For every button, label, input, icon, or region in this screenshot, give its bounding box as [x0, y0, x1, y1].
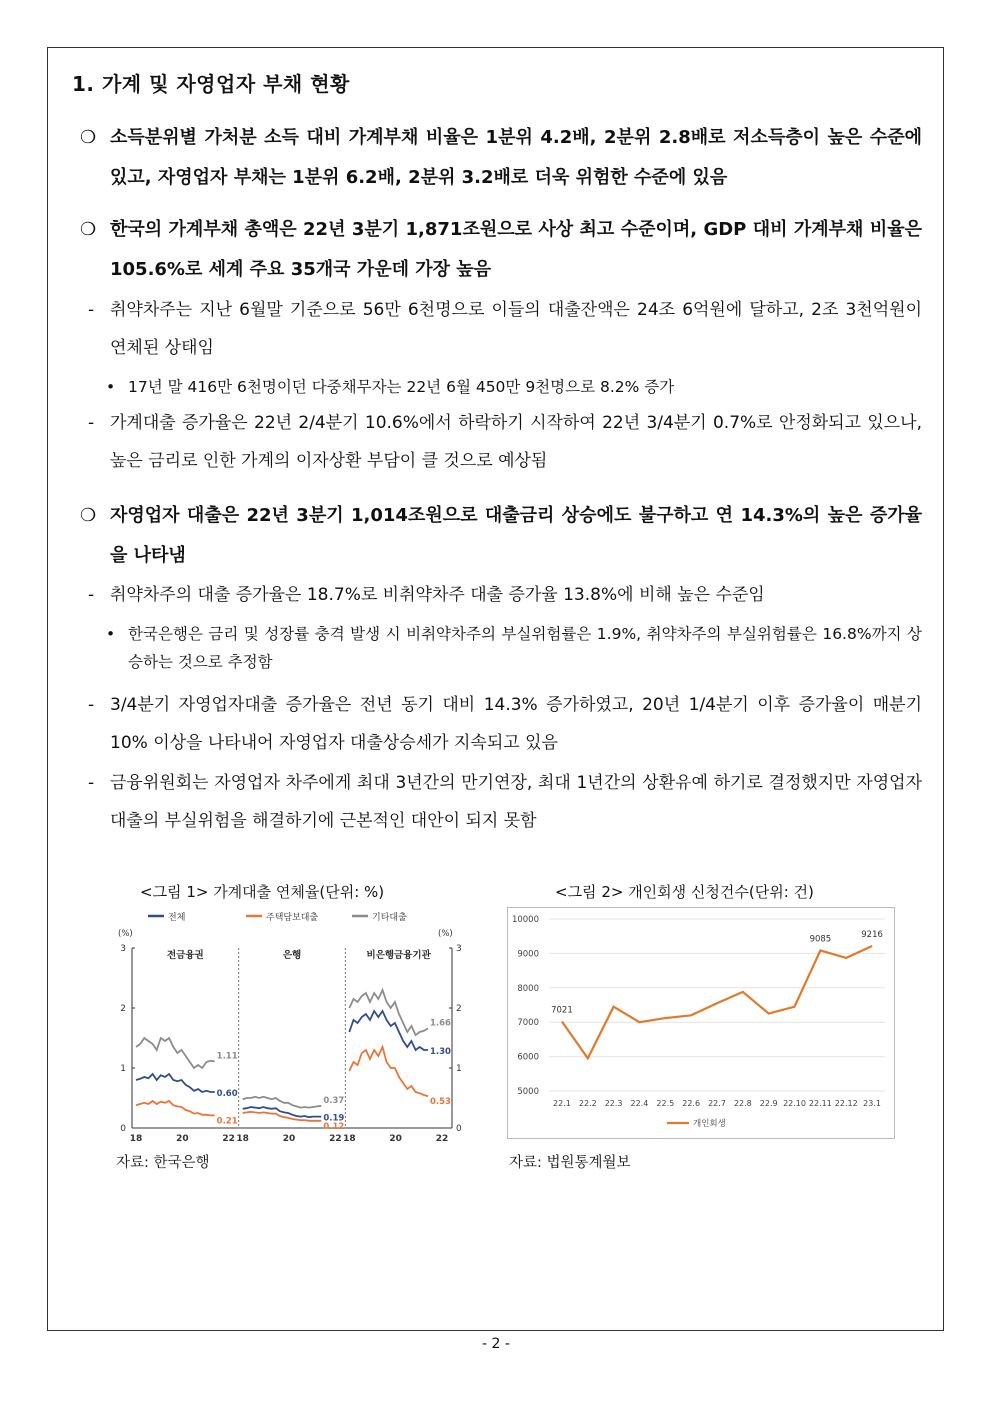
x-tick-label: 22 [222, 1134, 235, 1144]
y-tick-label-left: 2 [120, 1004, 126, 1014]
x-tick-label: 22.10 [783, 1099, 806, 1108]
legend-label: 기타대출 [372, 913, 407, 923]
x-tick-label: 22 [329, 1134, 342, 1144]
dash-marker: - [88, 695, 95, 715]
sub-point-2-1 [88, 291, 922, 367]
y-tick-label: 7000 [517, 1018, 539, 1029]
x-tick-label: 22.2 [578, 1099, 597, 1108]
y-tick-label-left: 3 [120, 944, 126, 954]
circle-marker: ❍ [80, 127, 97, 148]
y-tick-label-right: 0 [456, 1124, 462, 1134]
sub-point-3-2 [88, 686, 922, 762]
sub-point-3-1-text: 취약차주의 대출 증가율은 18.7%로 비취약차주 대출 증가율 13.8%에 비해 높은 수준임 [110, 585, 765, 605]
x-tick-label: 22.3 [604, 1099, 623, 1108]
x-tick-label: 20 [176, 1134, 189, 1144]
sub-point-3-1 [88, 576, 922, 614]
end-label: 0.37 [323, 1095, 345, 1106]
sub-point-2-2 [88, 404, 922, 480]
end-label: 1.30 [430, 1047, 451, 1057]
figure-2-chart [507, 907, 895, 1139]
x-tick-label: 22.6 [682, 1099, 701, 1108]
detail-3-1-1-text: 한국은행은 금리 및 성장률 충격 발생 시 비취약차주의 부실위험률은 1.9%, 취약차주의 부실위험률은 16.8%까지 상승하는 것으로 추정함 [128, 625, 922, 671]
series-line [136, 1074, 215, 1092]
main-point-3-text: 자영업자 대출은 22년 3분기 1,014조원으로 대출금리 상승에도 불구하고 연 14.3%의 높은 증가율을 나타냄 [110, 505, 922, 566]
main-point-1-text: 소득분위별 가처분 소득 대비 가계부채 비율은 1분위 4.2배, 2분위 2.8배로 저소득층이 높은 수준에 있고, 자영업자 부채는 1분위 6.2배, 2분위 3.2배로 더욱 위험한 수준에 있음 [110, 127, 922, 188]
main-point-2-text: 한국의 가계부채 총액은 22년 3분기 1,871조원으로 사상 최고 수준이며, GDP 대비 가계부채 비율은 105.6%로 세계 주요 35개국 가운데 가장 높음 [110, 219, 922, 280]
section-title: 1. 가계 및 자영업자 부채 현황 [72, 72, 350, 96]
x-tick-label: 22.1 [553, 1099, 571, 1108]
series-line [136, 1101, 215, 1115]
y-tick-label: 9000 [517, 949, 539, 960]
main-point-1 [80, 118, 922, 198]
legend-label: 전체 [168, 913, 186, 923]
y-tick-label-right: 2 [456, 1004, 462, 1014]
bullet-marker: • [106, 378, 116, 396]
y-tick-label-left: 0 [120, 1124, 126, 1134]
x-tick-label: 22.11 [808, 1099, 832, 1108]
series-line [243, 1097, 322, 1108]
data-label: 7021 [551, 1005, 573, 1016]
y-unit-left: (%) [118, 929, 133, 939]
data-label: 9085 [809, 934, 832, 945]
panel-title: 비은행금융기관 [366, 950, 431, 961]
main-point-2 [80, 210, 922, 290]
sub-point-3-3 [88, 764, 922, 840]
sub-point-3-2-text: 3/4분기 자영업자대출 증가율은 전년 동기 대비 14.3% 증가하였고, 20년 1/4분기 이후 증가율이 매분기 10% 이상을 나타내어 자영업자 대출상승세가 지속되고 있음 [110, 695, 922, 753]
x-tick-label: 20 [389, 1134, 402, 1144]
x-tick-label: 23.1 [863, 1099, 881, 1108]
circle-marker: ❍ [80, 505, 97, 526]
series-line [136, 1038, 215, 1068]
y-tick-label: 10000 [511, 915, 539, 925]
y-tick-label-right: 3 [456, 944, 462, 954]
data-label: 9216 [861, 929, 883, 940]
detail-2-1-1 [106, 373, 922, 401]
legend-label: 주택담보대출 [266, 913, 319, 923]
x-tick-label: 20 [282, 1134, 296, 1144]
y-tick-label: 6000 [517, 1052, 539, 1063]
dash-marker: - [88, 413, 95, 433]
x-tick-label: 22.5 [656, 1099, 675, 1108]
page-number: - 2 - [482, 1336, 510, 1352]
end-label: 0.19 [323, 1113, 345, 1124]
x-tick-label: 22.4 [630, 1099, 649, 1108]
y-tick-label-left: 1 [120, 1064, 126, 1074]
x-tick-label: 22.8 [733, 1099, 752, 1108]
bullet-marker: • [106, 625, 116, 643]
end-label: 0.53 [430, 1097, 451, 1108]
x-tick-label: 22 [435, 1134, 449, 1144]
x-tick-label: 22.12 [834, 1099, 858, 1108]
x-tick-label: 22.7 [708, 1099, 726, 1108]
figure-2-source: 자료: 법원통계월보 [509, 1155, 631, 1171]
circle-marker: ❍ [80, 219, 97, 240]
dash-marker: - [88, 773, 95, 793]
dash-marker: - [88, 300, 95, 320]
x-tick-label: 22.9 [759, 1099, 778, 1108]
end-label: 0.21 [216, 1116, 238, 1127]
sub-point-3-3-text: 금융위원회는 자영업자 차주에게 최대 3년간의 만기연장, 최대 1년간의 상환유예 하기로 결정했지만 자영업자 대출의 부실위험을 해결하기에 근본적인 대안이 되지 못함 [110, 773, 922, 831]
sub-point-2-2-text: 가계대출 증가율은 22년 2/4분기 10.6%에서 하락하기 시작하여 22년 3/4분기 0.7%로 안정화되고 있으나, 높은 금리로 인한 가계의 이자상환 부담이 클 것으로 예상됨 [110, 413, 922, 471]
legend-label: 개인회생 [693, 1119, 726, 1129]
detail-3-1-1 [106, 620, 922, 676]
end-label: 0.60 [216, 1089, 238, 1099]
figure-1-source: 자료: 한국은행 [116, 1155, 210, 1171]
figure-2-title: <그림 2> 개인회생 신청건수(단위: 건) [555, 883, 814, 901]
figure-1-chart [112, 906, 460, 1146]
y-tick-label-right: 1 [456, 1064, 462, 1074]
figure-1-title: <그림 1> 가계대출 연체율(단위: %) [140, 883, 385, 901]
sub-point-2-1-text: 취약차주는 지난 6월말 기준으로 56만 6천명으로 이들의 대출잔액은 24조 6억원에 달하고, 2조 3천억원이 연체된 상태임 [110, 300, 922, 358]
dash-marker: - [88, 585, 95, 605]
x-tick-label: 18 [129, 1134, 143, 1144]
main-point-3 [80, 496, 922, 576]
detail-2-1-1-text: 17년 말 416만 6천명이던 다중채무자는 22년 6월 450만 9천명으로 8.2% 증가 [128, 378, 675, 396]
y-unit-right: (%) [438, 929, 453, 939]
end-label: 0.12 [323, 1121, 345, 1132]
panel-title: 전금융권 [166, 950, 204, 961]
y-tick-label: 5000 [517, 1087, 539, 1097]
x-tick-label: 18 [236, 1134, 249, 1144]
panel-title: 은행 [282, 950, 302, 961]
y-tick-label: 8000 [517, 983, 539, 994]
end-label: 1.66 [430, 1018, 451, 1029]
series-line [349, 990, 428, 1035]
end-label: 1.11 [216, 1051, 238, 1062]
series-line [349, 1047, 428, 1096]
x-tick-label: 18 [343, 1134, 356, 1144]
series-line [349, 1011, 428, 1050]
